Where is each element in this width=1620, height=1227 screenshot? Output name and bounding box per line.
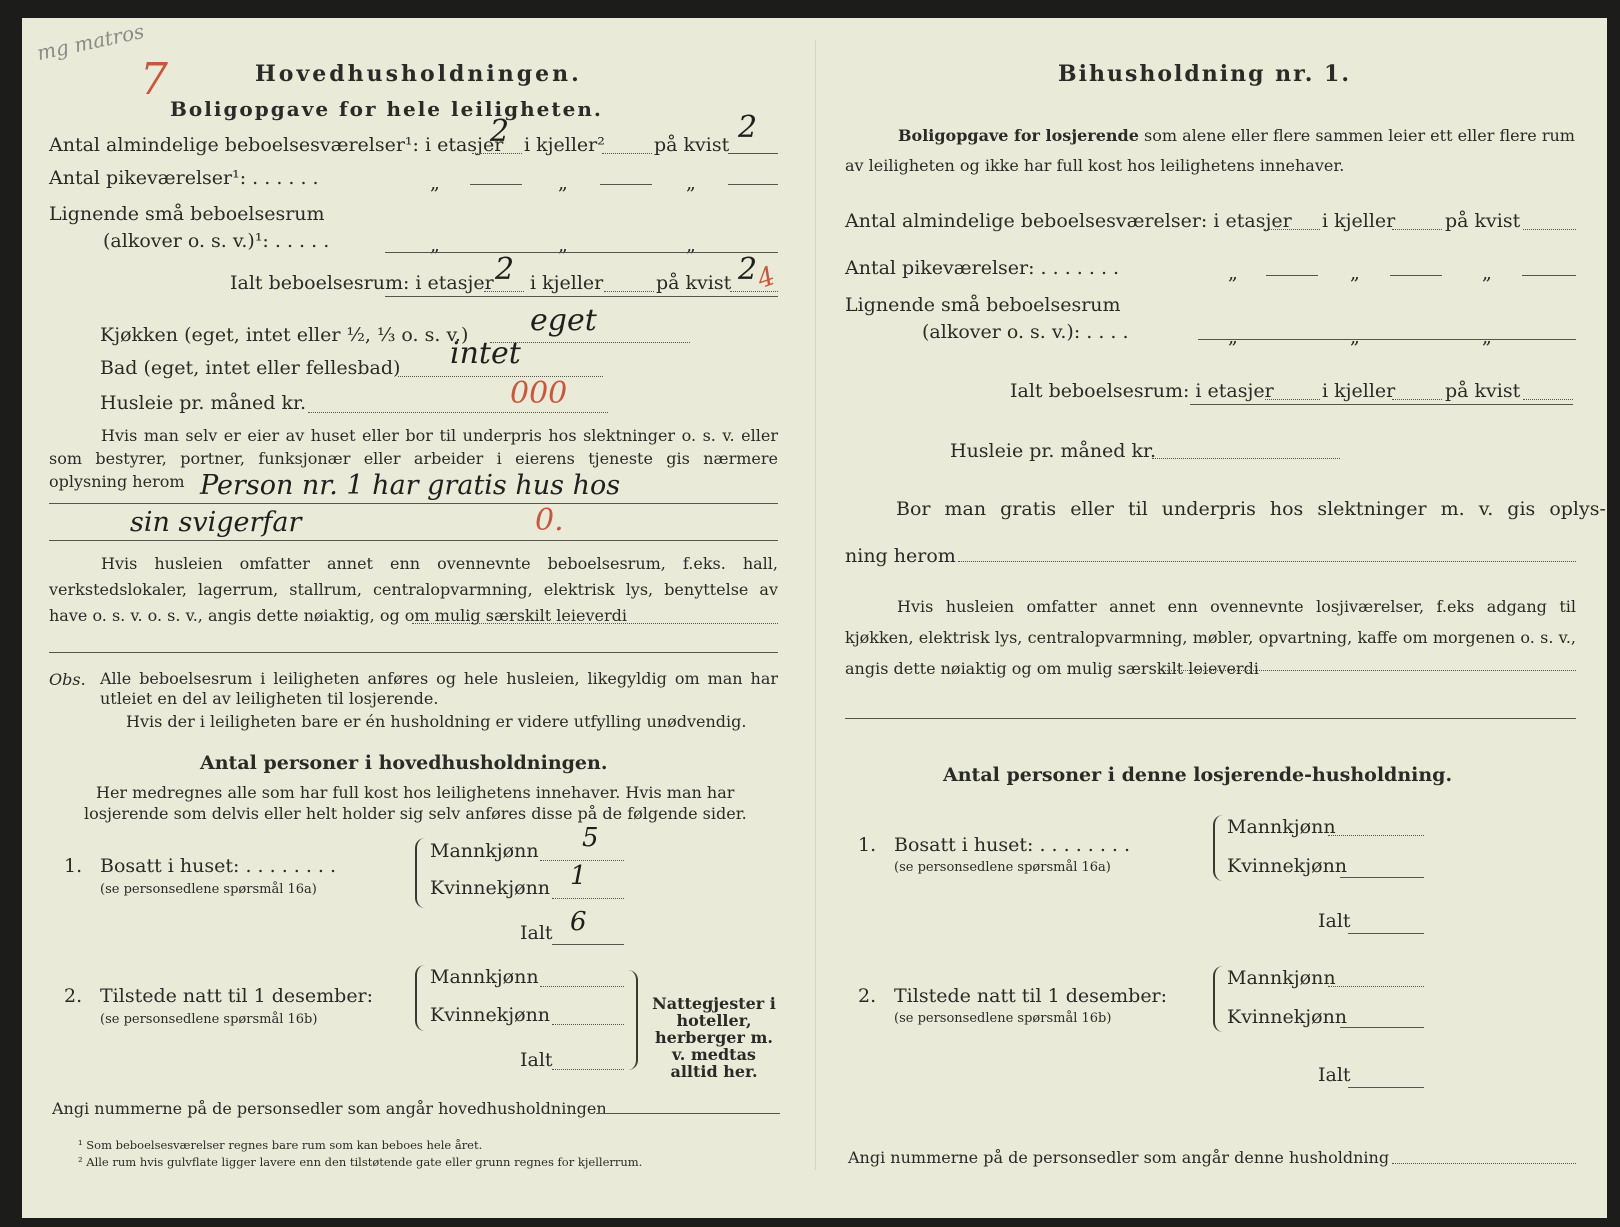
personer-text2: losjerende som delvis eller helt holder sig selv anføres disse på de følgende sider.	[84, 804, 747, 823]
bosatt-number: 1.	[64, 855, 83, 877]
right-label-kvinne: Kvinnekjønn	[1227, 855, 1348, 877]
value-ialt-red: 4	[753, 261, 780, 295]
right-label-kvist: på kvist	[1445, 210, 1521, 232]
right-intro	[898, 125, 1575, 147]
label-lignende: Lignende små beboelsesrum	[49, 203, 325, 225]
right-label-ialt-kjeller: i kjeller	[1322, 380, 1396, 402]
brace	[1213, 966, 1223, 1032]
value-kvinne: 1	[570, 861, 587, 891]
ditto-mark: „	[1350, 326, 1360, 348]
ditto-mark: „	[558, 172, 568, 194]
handwritten-eier-zero: 0.	[535, 503, 564, 538]
right-omfatter-instructions: Hvis husleien omfatter annet enn ovennevnte losjiværelser, f.eks adgang til kjøkken, elektrisk lys, centralopvarmning, møbler, opvartning, kaffe om morgenen o. s. v., angis dette nøiaktig og om mulig særskilt leieverdi	[845, 597, 1576, 678]
right-tilstede-label: Tilstede natt til 1 desember:	[894, 985, 1168, 1007]
right-label-ialt-beboelsesrum: Ialt beboelsesrum: i etasjer	[1010, 380, 1274, 402]
label-ialt-kjeller: i kjeller	[530, 272, 604, 294]
brace	[415, 838, 425, 908]
value-bad: intet	[450, 336, 521, 371]
brace	[415, 965, 425, 1031]
value-kjokken: eget	[530, 303, 597, 338]
omfatter-instructions: Hvis husleien omfatter annet enn ovennevnte beboelsesrum, f.eks. hall, verkstedslokaler, lagerrum, stallrum, centralopvarmning, elektrisk lys, benyttelse av have o. s. v. o. s. v., angis dette nøiaktig, og om mulig særskilt leieverdi	[49, 554, 778, 625]
ditto-mark: „	[686, 172, 696, 194]
ditto-mark: „	[430, 172, 440, 194]
right-label-tilstede-kvinne: Kvinnekjønn	[1227, 1006, 1348, 1028]
label-kvinne: Kvinnekjønn	[430, 877, 551, 899]
right-label-almindelige: Antal almindelige beboelsesværelser: i etasjer	[845, 210, 1292, 232]
footnote-1: ¹ Som beboelsesværelser regnes bare rum som kan beboes hele året.	[78, 1138, 483, 1152]
value-mann: 5	[582, 823, 599, 853]
right-intro-line2: av leiligheten og ikke har full kost hos leilighetens innehaver.	[845, 156, 1345, 175]
right-label-lignende: Lignende små beboelsesrum	[845, 294, 1121, 316]
angi-right: Angi nummerne på de personsedler som angår denne husholdning	[848, 1148, 1390, 1167]
angi-left: Angi nummerne på de personsedler som angår hovedhusholdningen	[52, 1099, 607, 1118]
obs-label: Obs.	[49, 670, 86, 689]
value-ialt-personer: 6	[570, 907, 587, 937]
obs-text: Alle beboelsesrum i leiligheten anføres og hele husleien, likegyldig om man har utleiet en del av leiligheten til losjerende.	[100, 669, 778, 708]
left-subtitle: Boligopgave for hele leiligheten.	[170, 97, 603, 121]
label-ialt-kvist: på kvist	[656, 272, 732, 294]
right-gratis-text: Bor man gratis eller til underpris hos slektninger m. v. gis oplys-	[896, 498, 1606, 520]
page-number: 7	[140, 54, 168, 105]
tilstede-number: 2.	[64, 985, 83, 1007]
handwritten-eier-line2: sin svigerfar	[130, 507, 302, 538]
right-label-mann: Mannkjønn	[1227, 816, 1336, 838]
ditto-mark: „	[1350, 262, 1360, 284]
right-label-tilstede-ialt: Ialt	[1318, 1064, 1351, 1086]
left-title: Hovedhusholdningen.	[255, 61, 582, 87]
right-gratis-text2: ning herom	[845, 545, 956, 567]
label-pikevaerelser: Antal pikeværelser¹: . . . . . .	[49, 167, 319, 189]
handwritten-eier-line1: Person nr. 1 har gratis hus hos	[200, 470, 621, 501]
right-label-tilstede-mann: Mannkjønn	[1227, 967, 1336, 989]
personer-text1: Her medregnes alle som har full kost hos leilighetens innehaver. Hvis man har	[96, 783, 735, 802]
right-personer-title: Antal personer i denne losjerende-husholdning.	[943, 764, 1453, 786]
ditto-mark: „	[1482, 262, 1492, 284]
right-title: Bihusholdning nr. 1.	[1058, 61, 1351, 87]
pencil-note: mg matros	[34, 18, 147, 66]
right-label-husleie: Husleie pr. måned kr.	[950, 440, 1157, 462]
ditto-mark: „	[1482, 326, 1492, 348]
label-kjokken: Kjøkken (eget, intet eller ½, ⅓ o. s. v.)	[100, 324, 469, 346]
right-label-kjeller: i kjeller	[1322, 210, 1396, 232]
value-ialt-etasjer: 2	[495, 252, 515, 287]
ditto-mark: „	[1228, 326, 1238, 348]
label-bad: Bad (eget, intet eller fellesbad)	[100, 357, 401, 379]
brace	[628, 970, 638, 1070]
value-etasjer: 2	[490, 114, 510, 149]
right-label-pikevaerelser: Antal pikeværelser: . . . . . . .	[845, 257, 1120, 279]
right-bosatt-number: 1.	[858, 834, 877, 856]
right-bosatt-label: Bosatt i huset: . . . . . . . .	[894, 834, 1131, 856]
label-tilstede-kvinne: Kvinnekjønn	[430, 1004, 551, 1026]
value-kvist: 2	[738, 110, 758, 145]
ditto-mark: „	[430, 234, 440, 256]
tilstede-sub: (se personsedlene spørsmål 16b)	[100, 1012, 318, 1027]
right-label-alkover: (alkover o. s. v.): . . . .	[922, 321, 1129, 343]
obs-text2: Hvis der i leiligheten bare er én husholdning er videre utfylling unødvendig.	[126, 712, 747, 731]
nattegjester-note: Nattegjester i hoteller, herberger m. v. medtas alltid her.	[652, 994, 776, 1081]
right-tilstede-sub: (se personsedlene spørsmål 16b)	[894, 1011, 1112, 1026]
label-alkover: (alkover o. s. v.)¹: . . . . .	[103, 230, 330, 252]
page-fold	[815, 40, 816, 1170]
label-kvist: på kvist	[654, 134, 730, 156]
right-intro-rest: som alene eller flere sammen leier ett eller flere rum	[1143, 126, 1575, 145]
bosatt-sub: (se personsedlene spørsmål 16a)	[100, 882, 317, 897]
label-mann: Mannkjønn	[430, 840, 539, 862]
ditto-mark: „	[686, 234, 696, 256]
right-bosatt-sub: (se personsedlene spørsmål 16a)	[894, 860, 1111, 875]
bosatt-label: Bosatt i huset: . . . . . . . .	[100, 855, 337, 877]
personer-title: Antal personer i hovedhusholdningen.	[200, 752, 608, 774]
label-tilstede-ialt: Ialt	[520, 1049, 553, 1071]
ditto-mark: „	[558, 234, 568, 256]
label-almindelige: Antal almindelige beboelsesværelser¹: i etasjer	[49, 134, 504, 156]
tilstede-label: Tilstede natt til 1 desember:	[100, 985, 374, 1007]
ditto-mark: „	[1228, 262, 1238, 284]
label-kjeller: i kjeller²	[524, 134, 605, 156]
right-tilstede-number: 2.	[858, 985, 877, 1007]
label-husleie: Husleie pr. måned kr.	[100, 392, 307, 414]
label-tilstede-mann: Mannkjønn	[430, 966, 539, 988]
label-ialt-beboelsesrum: Ialt beboelsesrum: i etasjer	[230, 272, 494, 294]
brace	[1213, 815, 1223, 881]
value-ialt-kvist: 2	[738, 252, 758, 287]
label-ialt-personer: Ialt	[520, 922, 553, 944]
right-label-ialt-kvist: på kvist	[1445, 380, 1521, 402]
footnote-2: ² Alle rum hvis gulvflate ligger lavere enn den tilstøtende gate eller grunn regnes for kjellerrum.	[78, 1155, 643, 1169]
right-label-ialt: Ialt	[1318, 910, 1351, 932]
right-intro-bold: Boligopgave for losjerende	[898, 126, 1139, 145]
eier-instructions: Hvis man selv er eier av huset eller bor til underpris hos slektninger o. s. v. eller som bestyrer, portner, funksjonær eller arbeider i eierens tjeneste gis nærmere oplysning herom	[49, 426, 778, 491]
value-husleie: 000	[510, 376, 568, 411]
